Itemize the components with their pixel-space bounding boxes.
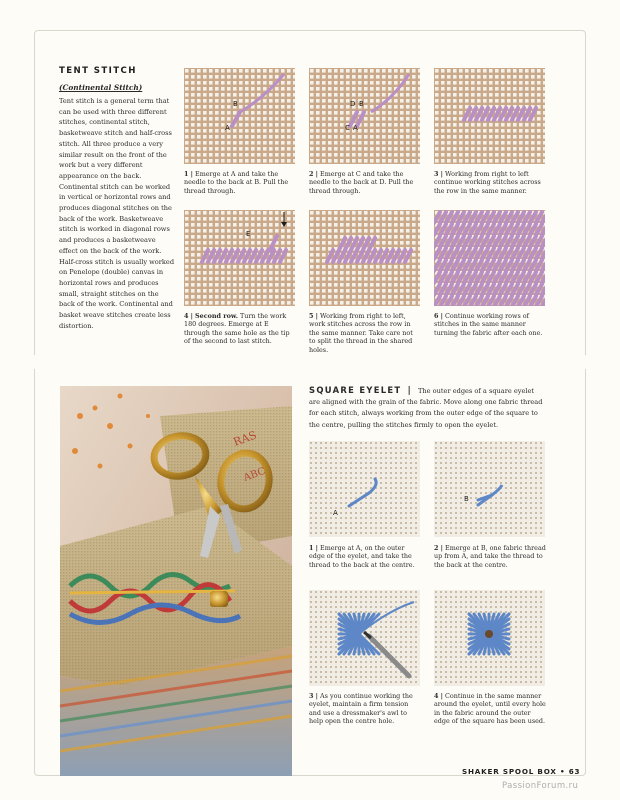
point-label: B	[464, 495, 469, 503]
step-text: Continue in the same manner around the eyelet, until every hole in the fabric around the outer edge of the square has been used.	[434, 692, 546, 726]
point-label: D	[350, 100, 356, 108]
frame-ornament	[28, 355, 42, 369]
page-footer	[462, 767, 580, 776]
frame-ornament	[578, 355, 592, 369]
eyelet-step-1-caption	[309, 544, 421, 569]
tent-step-3-caption	[434, 170, 546, 195]
canvas-grid	[434, 68, 545, 164]
footer-section: SHAKER SPOOL BOX	[462, 767, 557, 776]
point-label: B	[359, 100, 364, 108]
eyelet-step-4-image	[434, 590, 545, 686]
point-label: E	[246, 230, 251, 238]
step-heading: Second row.	[195, 312, 238, 320]
step-number: 4 |	[434, 692, 443, 700]
svg-text:ABC: ABC	[242, 465, 268, 484]
point-label: A	[225, 124, 230, 132]
eyelet-step-1-image	[309, 441, 420, 537]
tent-step-2-caption	[309, 170, 421, 195]
section-body: Tent stitch is a general term that can be used with three different stitches, continental stitch, basketweave stitch and half-cross stitch. All three produce a very similar result on the front of the work but a very different appearance on the back. Continental stitch can be worked in vertical or horizontal rows and produces diagonal stitches on the back of the work. Basketweave stitch is worked in diagonal rows and produces a basketweave effect on the back of the work. Half-cross stitch is usually worked on Penelope (double) canvas in horizontal rows and produces small, straight stitches on the back of the work. Continental and basket weave stitches create less distortion.	[59, 97, 175, 330]
section-title: SQUARE EYELET	[309, 385, 402, 395]
step-number: 5 |	[309, 312, 318, 320]
eyelet-step-3-caption	[309, 692, 421, 726]
canvas-grid	[184, 68, 295, 164]
step-text: Emerge at C and take the needle to the back at D. Pull the thread through.	[309, 170, 414, 195]
eyelet-step-2-caption	[434, 544, 546, 569]
point-label: C	[345, 124, 350, 132]
canvas-grid	[309, 210, 420, 306]
point-label: A	[353, 124, 358, 132]
tent-step-4-caption	[184, 312, 296, 346]
tent-step-6-caption	[434, 312, 546, 337]
tent-step-6-image	[434, 210, 545, 306]
step-number: 1 |	[184, 170, 193, 178]
linen-grid	[434, 590, 545, 686]
section-body: The outer edges of a square eyelet are aligned with the grain of the fabric. Move along one fabric thread for each stitch, always working from the outer edge of the square to the centre, pulling the stitches firmly to open the eyelet.	[309, 387, 543, 429]
tent-step-2-image	[309, 68, 420, 164]
point-label: B	[233, 100, 238, 108]
footer-separator: •	[560, 767, 566, 776]
tent-step-3-image	[434, 68, 545, 164]
linen-grid	[309, 441, 420, 537]
step-number: 4 |	[184, 312, 193, 320]
tent-step-5-image	[309, 210, 420, 306]
section-subtitle: (Continental Stitch)	[59, 83, 143, 92]
step-text: Emerge at A and take the needle to the back at B. Pull the thread through.	[184, 170, 289, 195]
step-number: 3 |	[309, 692, 318, 700]
step-number: 2 |	[309, 170, 318, 178]
square-eyelet-intro	[309, 385, 547, 431]
canvas-grid	[309, 68, 420, 164]
tent-step-5-caption	[309, 312, 421, 354]
eyelet-step-3-image	[309, 590, 420, 686]
canvas-grid	[184, 210, 295, 306]
title-divider: |	[407, 385, 412, 395]
step-text: As you continue working the eyelet, maintain a firm tension and use a dressmaker's awl to help open the centre hole.	[309, 692, 413, 726]
step-text: Turn the work 180 degrees. Emerge at E through the same hole as the tip of the second to last stitch.	[184, 312, 290, 346]
eyelet-step-4-caption	[434, 692, 546, 726]
eyelet-step-2-image	[434, 441, 545, 537]
section-title: TENT STITCH	[59, 66, 137, 76]
step-text: Working from right to left continue working stitches across the row in the same manner.	[434, 170, 541, 195]
point-label: A	[333, 509, 338, 517]
spool-box-photo	[60, 386, 292, 776]
step-number: 3 |	[434, 170, 443, 178]
linen-grid	[309, 590, 420, 686]
step-text: Working from right to left, work stitches across the row in the same manner. Take care not to split the thread in the shared holes.	[309, 312, 413, 354]
tent-stitch-intro	[59, 66, 175, 331]
tent-step-1-caption	[184, 170, 296, 195]
step-text: Emerge at A, on the outer edge of the eyelet, and take the thread to the back at the centre.	[309, 544, 415, 569]
step-number: 1 |	[309, 544, 318, 552]
linen-grid	[434, 441, 545, 537]
canvas-grid	[434, 210, 545, 306]
watermark: PassionForum.ru	[502, 781, 579, 791]
svg-text:RAS: RAS	[231, 428, 259, 449]
tent-step-4-image	[184, 210, 295, 306]
page-number: 63	[568, 767, 581, 776]
step-number: 2 |	[434, 544, 443, 552]
step-number: 6 |	[434, 312, 443, 320]
tent-step-1-image	[184, 68, 295, 164]
step-text: Continue working rows of stitches in the same manner turning the fabric after each one.	[434, 312, 543, 337]
step-text: Emerge at B, one fabric thread up from A, and take the thread to the back at the centre.	[434, 544, 546, 569]
